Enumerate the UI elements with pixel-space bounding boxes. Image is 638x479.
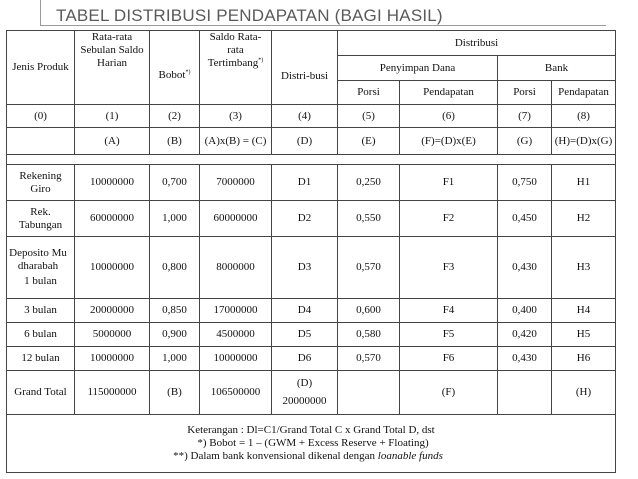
table-row xyxy=(7,165,616,201)
header-jenis-produk: Jenis Produk xyxy=(7,31,75,105)
data-cell: F6 xyxy=(400,347,498,371)
product-name: 6 bulan xyxy=(7,323,75,347)
data-cell xyxy=(272,371,338,415)
note-loanable-text: **) Dalam bank konvensional dikenal dengan xyxy=(173,450,378,462)
data-cell: F4 xyxy=(400,299,498,323)
data-cell: D4 xyxy=(272,299,338,323)
title-accent-line xyxy=(40,0,41,26)
data-cell: D5 xyxy=(272,323,338,347)
data-cell: 17000000 xyxy=(200,299,272,323)
column-number: (5) xyxy=(338,105,400,128)
note-loanable xyxy=(7,450,614,463)
data-cell: 60000000 xyxy=(75,201,150,237)
data-cell: 5000000 xyxy=(75,323,150,347)
header-pendapatan-bank: Pendapatan xyxy=(552,81,616,105)
data-cell: H1 xyxy=(552,165,616,201)
table-row xyxy=(7,347,616,371)
data-cell xyxy=(338,371,400,415)
product-name: Rekening Giro xyxy=(7,165,75,201)
product-name-main: Deposito Mudharabah xyxy=(9,247,67,272)
data-cell: H3 xyxy=(552,237,616,299)
product-name-sub: 1 bulan xyxy=(24,275,57,287)
product-name: Grand Total xyxy=(7,371,75,415)
table-row xyxy=(7,323,616,347)
column-number: (0) xyxy=(7,105,75,128)
data-cell: 10000000 xyxy=(200,347,272,371)
note-loanable-italic: loanable funds xyxy=(377,450,443,462)
table-row xyxy=(7,201,616,237)
empty-cell xyxy=(7,128,75,155)
page-title: TABEL DISTRIBUSI PENDAPATAN (BAGI HASIL) xyxy=(56,6,443,25)
data-cell: 106500000 xyxy=(200,371,272,415)
header-penyimpan-dana: Penyimpan Dana xyxy=(338,56,498,81)
data-cell: 0,450 xyxy=(498,201,552,237)
data-cell: 0,800 xyxy=(150,237,200,299)
header-bobot: Bobot*) xyxy=(150,31,200,105)
total-d-label: (D) xyxy=(296,377,313,389)
column-number: (3) xyxy=(200,105,272,128)
data-cell: (F) xyxy=(400,371,498,415)
note-keterangan: Keterangan : Dl=C1/Grand Total C x Grand Total D, dst xyxy=(187,424,435,436)
product-name: Rek. Tabungan xyxy=(7,201,75,237)
header-saldo-tertimbang: Saldo Rata-rata Tertimbang*) xyxy=(200,31,272,105)
header-rata-rata: Rata-rata Sebulan Saldo Harian xyxy=(75,31,150,105)
formula-cell: (D) xyxy=(272,128,338,155)
title-underline xyxy=(40,25,606,26)
data-cell: 10000000 xyxy=(75,237,150,299)
data-cell: F2 xyxy=(400,201,498,237)
data-cell: 0,900 xyxy=(150,323,200,347)
data-cell: 0,700 xyxy=(150,165,200,201)
formula-cell: (B) xyxy=(150,128,200,155)
data-cell: D6 xyxy=(272,347,338,371)
data-cell: H6 xyxy=(552,347,616,371)
product-name xyxy=(7,237,75,299)
data-cell: 115000000 xyxy=(75,371,150,415)
data-cell: 0,850 xyxy=(150,299,200,323)
data-cell: 0,570 xyxy=(338,347,400,371)
header-distri-busi: Distri-busi xyxy=(272,31,338,105)
header-porsi-penyimpan: Porsi xyxy=(338,81,400,105)
formula-cell: (E) xyxy=(338,128,400,155)
data-cell: 10000000 xyxy=(75,347,150,371)
data-cell: 1,000 xyxy=(150,347,200,371)
data-cell: 8000000 xyxy=(200,237,272,299)
data-cell: 10000000 xyxy=(75,165,150,201)
column-number: (4) xyxy=(272,105,338,128)
data-cell: 0,400 xyxy=(498,299,552,323)
data-cell: 0,430 xyxy=(498,347,552,371)
data-cell: (B) xyxy=(150,371,200,415)
data-cell: 0,250 xyxy=(338,165,400,201)
data-cell: 0,600 xyxy=(338,299,400,323)
data-cell: D3 xyxy=(272,237,338,299)
distribution-table xyxy=(6,30,616,473)
column-number: (2) xyxy=(150,105,200,128)
table-row xyxy=(7,237,616,299)
data-cell: 0,750 xyxy=(498,165,552,201)
data-cell: (H) xyxy=(552,371,616,415)
data-cell: 0,570 xyxy=(338,237,400,299)
data-cell: 0,430 xyxy=(498,237,552,299)
notes-cell xyxy=(7,415,616,473)
data-cell: 0,550 xyxy=(338,201,400,237)
table-row xyxy=(7,299,616,323)
data-cell: 60000000 xyxy=(200,201,272,237)
data-cell: F5 xyxy=(400,323,498,347)
data-cell: 20000000 xyxy=(75,299,150,323)
grand-total-row xyxy=(7,371,616,415)
column-number: (7) xyxy=(498,105,552,128)
data-cell: 4500000 xyxy=(200,323,272,347)
spacer-row xyxy=(7,155,616,165)
data-cell: 1,000 xyxy=(150,201,200,237)
formula-cell: (G) xyxy=(498,128,552,155)
column-number: (8) xyxy=(552,105,616,128)
formula-cell: (A)x(B) = (C) xyxy=(200,128,272,155)
total-d-value: 20000000 xyxy=(282,395,327,407)
notes-row xyxy=(7,415,616,473)
product-name: 3 bulan xyxy=(7,299,75,323)
data-cell: H5 xyxy=(552,323,616,347)
header-porsi-bank: Porsi xyxy=(498,81,552,105)
note-bobot: *) Bobot = 1 – (GWM + Excess Reserve + Floating) xyxy=(197,437,429,449)
data-cell: H2 xyxy=(552,201,616,237)
column-number: (1) xyxy=(75,105,150,128)
column-number: (6) xyxy=(400,105,498,128)
data-cell: F1 xyxy=(400,165,498,201)
formula-cell: (F)=(D)x(E) xyxy=(400,128,498,155)
data-cell: D1 xyxy=(272,165,338,201)
data-cell: 0,420 xyxy=(498,323,552,347)
formula-cell: (H)=(D)x(G) xyxy=(552,128,616,155)
product-name: 12 bulan xyxy=(7,347,75,371)
data-cell xyxy=(498,371,552,415)
formula-cell: (A) xyxy=(75,128,150,155)
header-bank: Bank xyxy=(498,56,616,81)
data-cell: 7000000 xyxy=(200,165,272,201)
header-pendapatan-penyimpan: Pendapatan xyxy=(400,81,498,105)
data-cell: H4 xyxy=(552,299,616,323)
data-cell: F3 xyxy=(400,237,498,299)
header-distribusi: Distribusi xyxy=(338,31,616,56)
data-cell: 0,580 xyxy=(338,323,400,347)
data-cell: D2 xyxy=(272,201,338,237)
